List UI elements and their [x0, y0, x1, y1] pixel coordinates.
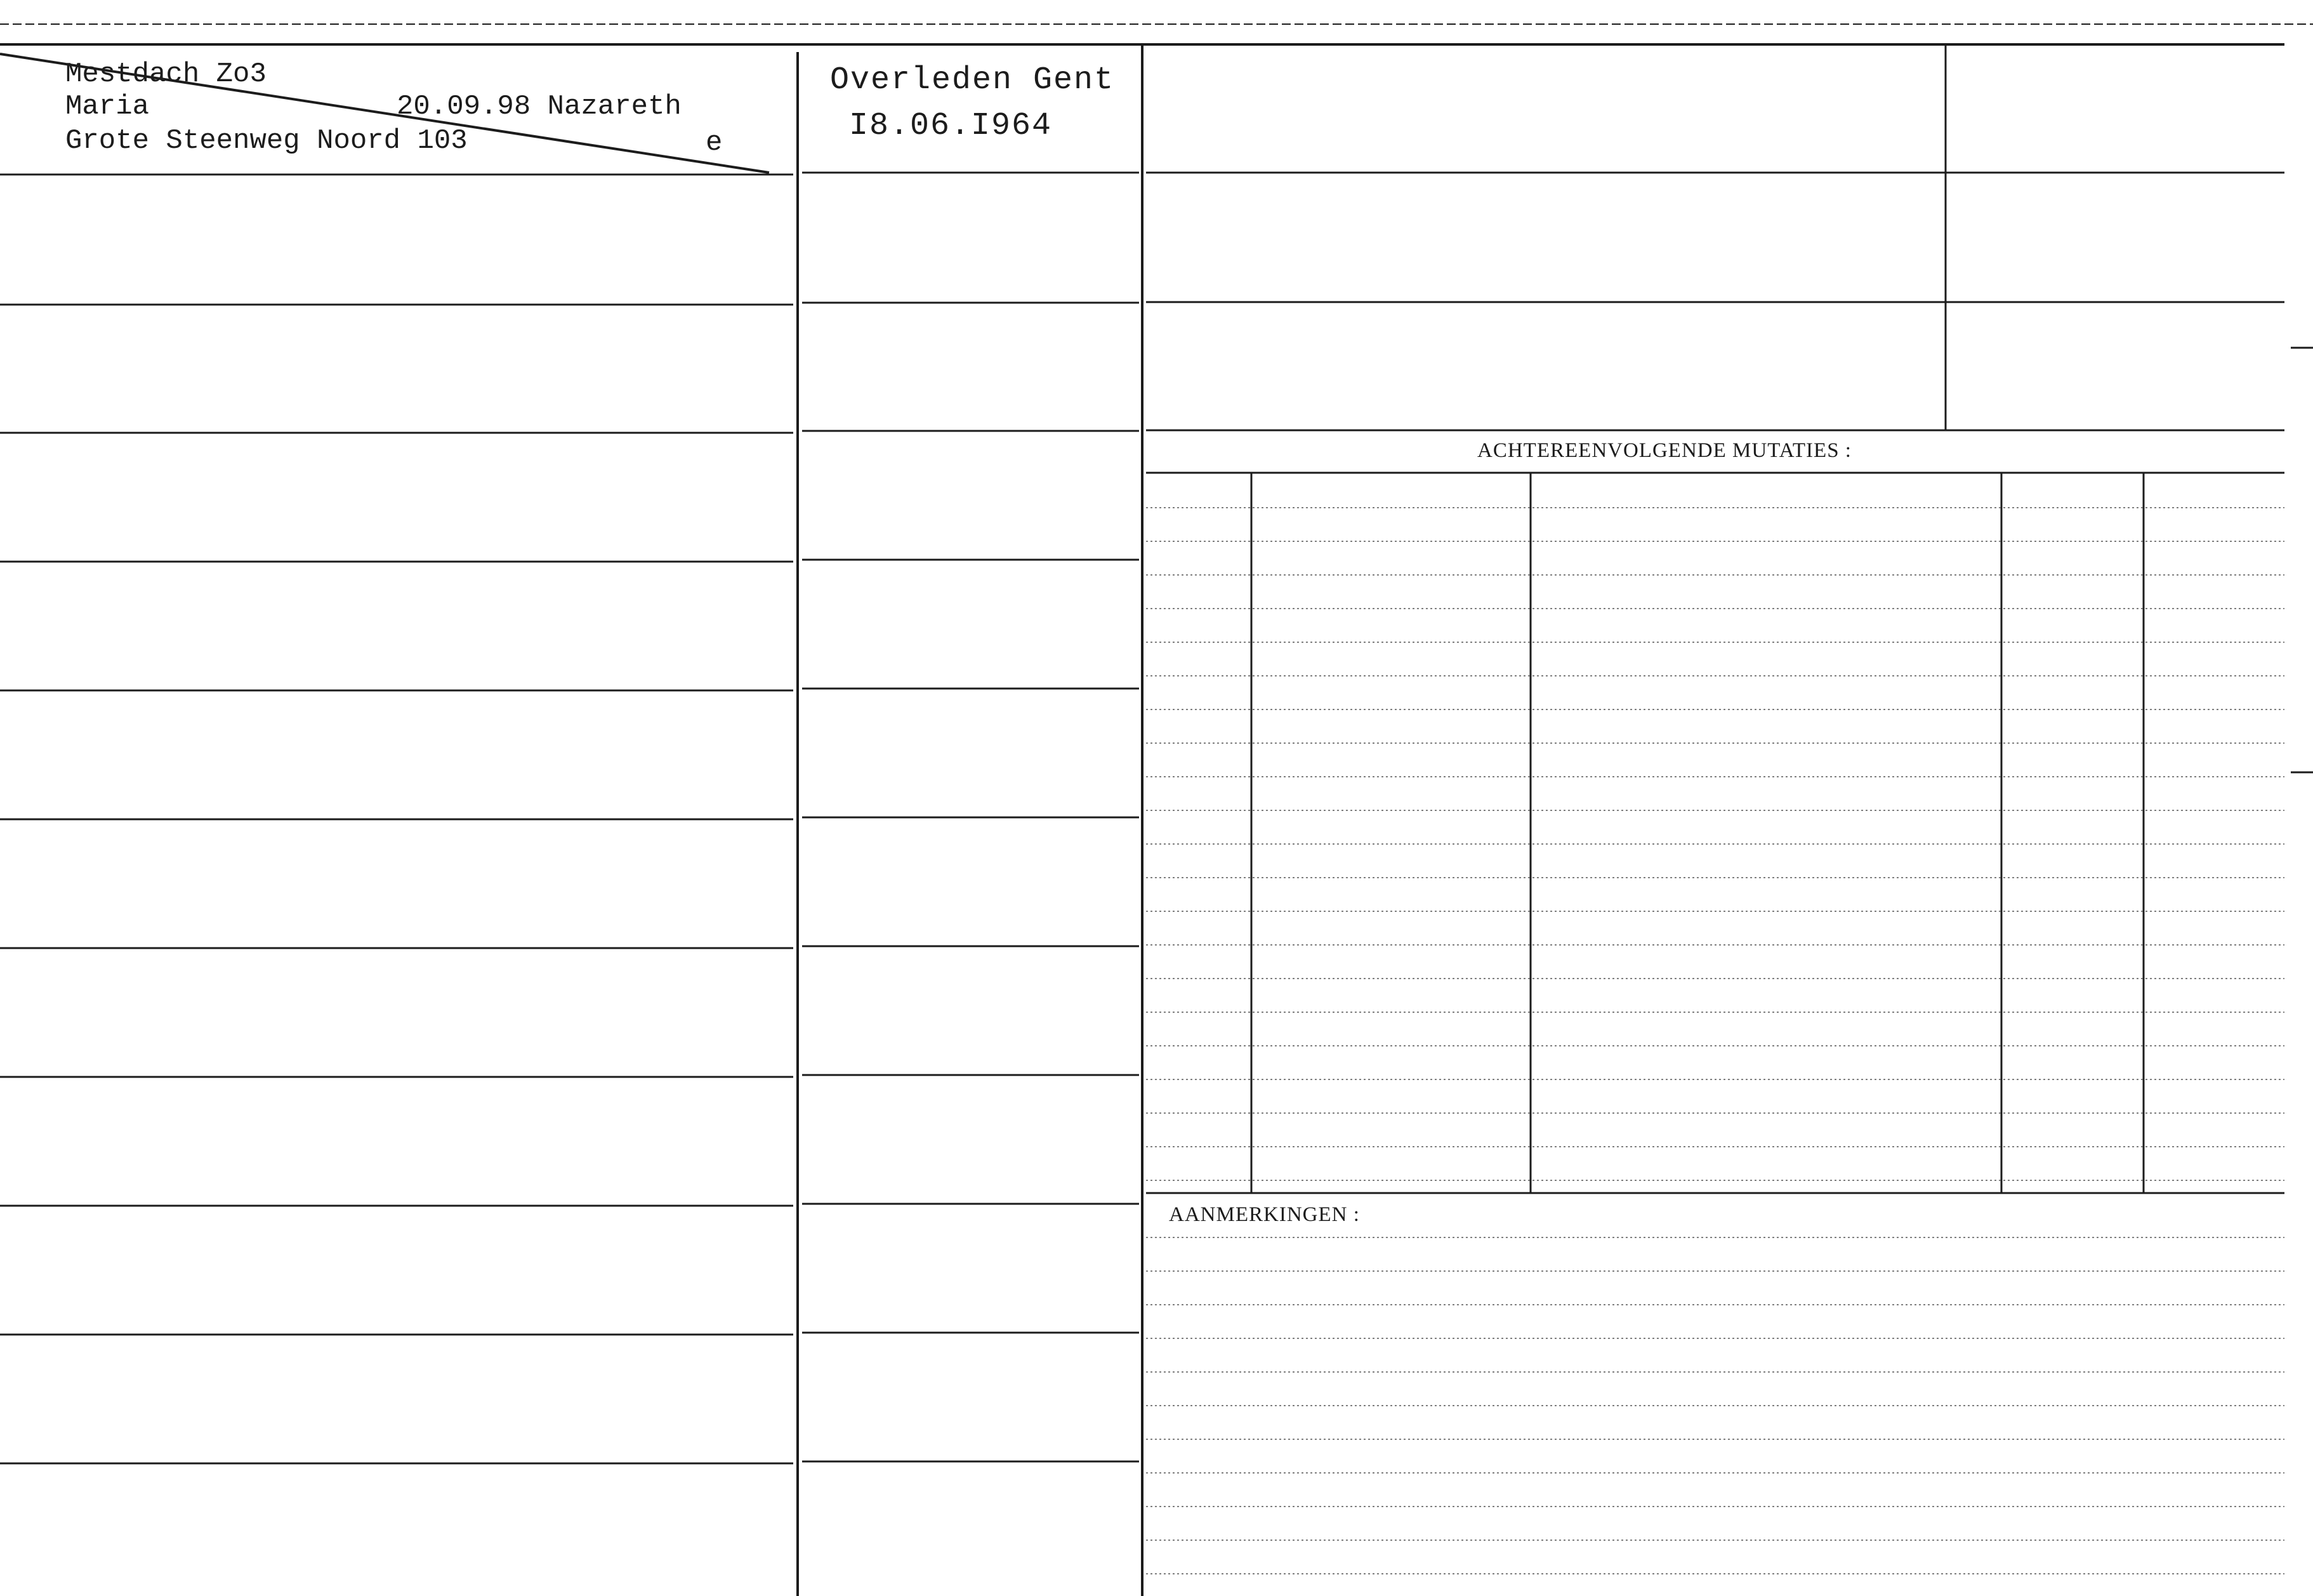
surname-text: Mestdach Zo3 [65, 58, 267, 90]
first-name-text: Maria [65, 91, 150, 122]
mutations-heading: ACHTEREENVOLGENDE MUTATIES : [1477, 439, 1852, 462]
status-line-1: Overleden Gent [830, 62, 1115, 98]
remarks-heading: AANMERKINGEN : [1169, 1203, 1360, 1226]
birth-text: 20.09.98 Nazareth [397, 91, 682, 122]
status-line-2: I8.06.I964 [849, 108, 1053, 144]
address-text: Grote Steenweg Noord 103 [65, 125, 468, 157]
mark-text: e [706, 127, 723, 159]
